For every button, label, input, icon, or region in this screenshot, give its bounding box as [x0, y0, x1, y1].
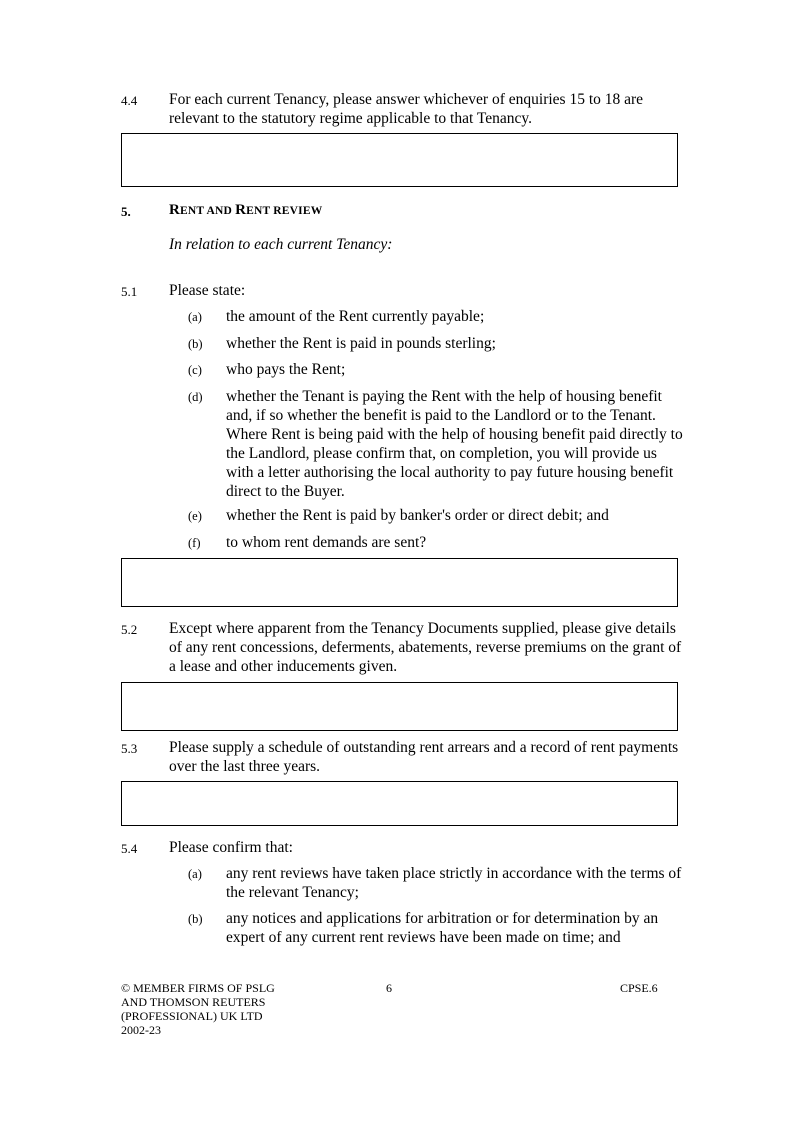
section-title-5	[169, 202, 322, 219]
answer-box-5-1[interactable]	[121, 558, 678, 607]
footer-page-number: 6	[386, 981, 392, 995]
section-number-5: 5.	[121, 204, 131, 219]
item-letter-5-1-b: (b)	[188, 337, 203, 351]
item-letter-5-4-a: (a)	[188, 867, 202, 881]
footer-copyright-line-2: AND THOMSON REUTERS	[121, 995, 266, 1009]
para-number-5-3: 5.3	[121, 741, 138, 756]
item-text-5-4-a: any rent reviews have taken place strictly in accordance with the terms of the relevant Tenancy;	[226, 865, 682, 901]
para-number-5-4: 5.4	[121, 841, 138, 856]
answer-box-4-4[interactable]	[121, 133, 678, 187]
section-intro: In relation to each current Tenancy:	[169, 236, 393, 253]
answer-box-5-3[interactable]	[121, 781, 678, 826]
section-title-cap-1: R	[169, 202, 181, 218]
section-title-part-1: ENT AND	[180, 205, 236, 217]
footer-copyright	[121, 981, 275, 1037]
para-text-5-2: Except where apparent from the Tenancy Documents supplied, please give details of any rent concessions, deferments, abatements, reverse premiums on the grant of a lease and other inducements given.	[169, 620, 682, 675]
item-letter-5-1-a: (a)	[188, 310, 202, 324]
item-letter-5-4-b: (b)	[188, 912, 203, 926]
item-text-5-1-e: whether the Rent is paid by banker's order or direct debit; and	[226, 507, 609, 524]
item-letter-5-1-e: (e)	[188, 509, 202, 523]
item-letter-5-1-c: (c)	[188, 363, 202, 377]
item-text-5-4-b: any notices and applications for arbitration or for determination by an expert of any current rent reviews have been made on time; and	[226, 910, 659, 946]
item-text-5-1-f: to whom rent demands are sent?	[226, 534, 427, 551]
para-text-5-4: Please confirm that:	[169, 839, 293, 856]
footer-copyright-line-3: (PROFESSIONAL) UK LTD	[121, 1009, 263, 1023]
section-title-cap-2: R	[235, 202, 247, 218]
item-text-5-1-d: whether the Tenant is paying the Rent with the help of housing benefit and, if so whether the benefit is paid to the Landlord or to the Tenant. Where Rent is being paid with the help of housing benefit paid directly to the Landlord, please confirm that, on completion, you will provide us with a letter authorising the local authority to pay future housing benefit direct to the Buyer.	[226, 388, 683, 500]
answer-box-5-2[interactable]	[121, 682, 678, 731]
para-number-4-4: 4.4	[121, 93, 138, 108]
para-number-5-1: 5.1	[121, 284, 138, 299]
footer-copyright-line-4: 2002-23	[121, 1023, 161, 1037]
section-title-part-2: ENT REVIEW	[246, 205, 323, 217]
para-text-5-1: Please state:	[169, 282, 246, 299]
item-letter-5-1-f: (f)	[188, 536, 201, 550]
footer-form-code: CPSE.6	[620, 981, 658, 995]
para-number-5-2: 5.2	[121, 622, 138, 637]
item-text-5-1-b: whether the Rent is paid in pounds sterling;	[226, 335, 496, 352]
footer-copyright-line-1: © MEMBER FIRMS OF PSLG	[121, 981, 275, 995]
item-letter-5-1-d: (d)	[188, 390, 203, 404]
item-text-5-1-c: who pays the Rent;	[226, 361, 346, 378]
para-text-5-3: Please supply a schedule of outstanding rent arrears and a record of rent payments over the last three years.	[169, 739, 679, 775]
item-text-5-1-a: the amount of the Rent currently payable;	[226, 308, 485, 325]
para-text-4-4: For each current Tenancy, please answer whichever of enquiries 15 to 18 are relevant to the statutory regime applicable to that Tenancy.	[169, 91, 644, 127]
